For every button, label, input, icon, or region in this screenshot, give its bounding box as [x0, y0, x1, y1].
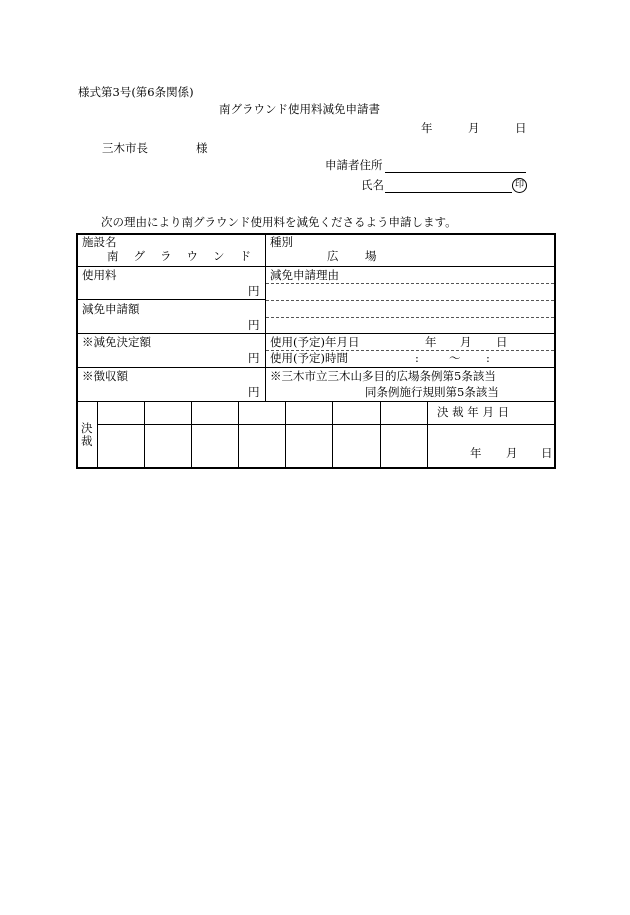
approval-month: 月: [506, 446, 518, 460]
use-time-colon-2: :: [486, 351, 490, 365]
request-amount-label: 減免申請額: [82, 302, 140, 316]
date-month-label: 月: [468, 121, 480, 135]
approval-stamp-box-7[interactable]: [381, 425, 427, 467]
use-time-colon-1: :: [415, 351, 419, 365]
use-date-label: 使用(予定)年月日: [270, 335, 360, 349]
approval-label: 決裁: [81, 421, 93, 448]
reason-field[interactable]: [266, 284, 554, 333]
use-time-label: 使用(予定)時間: [270, 351, 348, 365]
form-title: 南グラウンド使用料減免申請書: [219, 102, 380, 116]
approval-date-label: 決 裁 年 月 日: [437, 405, 510, 419]
applicant-name-label: 氏名: [361, 178, 384, 192]
collection-yen: 円: [248, 385, 260, 399]
approval-stamp-box-2[interactable]: [145, 425, 191, 467]
date-year-label: 年: [421, 121, 433, 135]
honorific: 様: [196, 141, 208, 155]
decision-amount-yen: 円: [248, 351, 260, 365]
decision-amount-label: ※減免決定額: [82, 335, 151, 349]
applicant-name-field[interactable]: [385, 192, 512, 193]
approval-stamp-box-1[interactable]: [98, 425, 144, 467]
type-value-2: 場: [365, 249, 377, 263]
use-date-month: 月: [460, 335, 472, 349]
approval-year: 年: [470, 446, 482, 460]
ordinance-note-1: ※三木市立三木山多目的広場条例第5条該当: [270, 369, 496, 383]
applicant-address-label: 申請者住所: [325, 158, 383, 172]
ordinance-note-2: 同条例施行規則第5条該当: [365, 385, 499, 399]
applicant-address-field[interactable]: [385, 172, 526, 173]
approval-day: 日: [541, 446, 553, 460]
reason-label: 減免申請理由: [270, 268, 339, 282]
request-amount-yen: 円: [248, 318, 260, 332]
fee-yen: 円: [248, 284, 260, 298]
approval-stamp-box-6[interactable]: [333, 425, 380, 467]
facility-value[interactable]: 南グラウンド: [107, 249, 266, 263]
form-number: 様式第3号(第6条関係): [78, 85, 194, 99]
seal-mark: 印: [512, 178, 527, 193]
approval-stamp-box-5[interactable]: [286, 425, 332, 467]
approval-stamp-box-3[interactable]: [192, 425, 238, 467]
date-day-label: 日: [515, 121, 527, 135]
facility-label: 施設名: [82, 235, 117, 249]
use-date-day: 日: [496, 335, 508, 349]
approval-stamp-box-4[interactable]: [239, 425, 285, 467]
type-label: 種別: [270, 235, 293, 249]
intro-text: 次の理由により南グラウンド使用料を減免くださるよう申請します。: [101, 215, 457, 229]
use-time-tilde: 〜: [449, 351, 461, 365]
fee-label: 使用料: [82, 268, 117, 282]
addressee: 三木市長: [102, 141, 148, 155]
use-date-year: 年: [425, 335, 437, 349]
type-value-1: 広: [327, 249, 339, 263]
collection-label: ※徴収額: [82, 369, 128, 383]
